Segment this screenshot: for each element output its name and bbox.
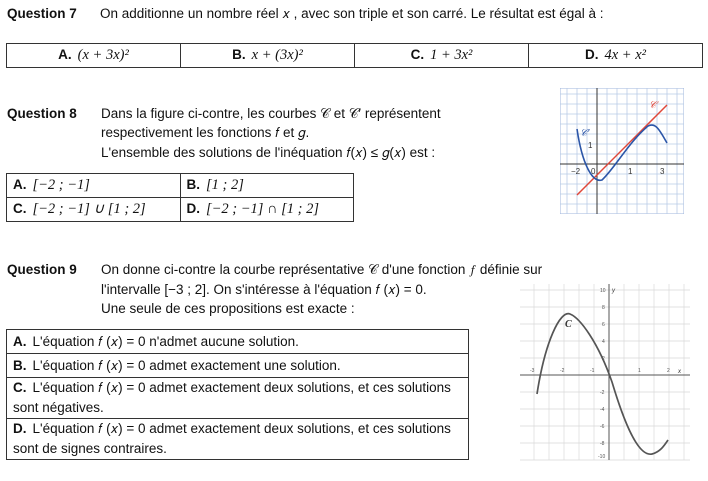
q8-option-d[interactable]: D. [−2 ; −1] ∩ [1 ; 2] (180, 198, 354, 222)
q9-xtick: 1 (638, 368, 641, 374)
q9-ytick: -10 (598, 454, 606, 460)
q9-ytick: -4 (600, 407, 605, 413)
q9-label-c: C (565, 319, 572, 330)
q9-ytick: -2 (600, 390, 605, 396)
q8-option-a[interactable]: A. [−2 ; −1] (7, 174, 181, 198)
q7-option-d[interactable]: D. 4x + x² (529, 44, 703, 68)
q7-option-c[interactable]: C. 1 + 3x² (355, 44, 529, 68)
q9-xtick: 2 (667, 368, 670, 374)
q9-ytick: -6 (600, 424, 605, 430)
q8-tick-neg2: −2 (571, 167, 581, 176)
q7-text: On additionne un nombre réel 𝑥 , avec son triple et son carré. Le résultat est égal à : (100, 6, 604, 21)
q8-tick-y1: 1 (588, 141, 593, 150)
q8-option-b[interactable]: B. [1 ; 2] (180, 174, 354, 198)
q8-answer-table (6, 173, 354, 222)
q9-graph-grid (520, 284, 690, 460)
q9-y-ticks (598, 288, 606, 460)
q7-title: Question 7 (7, 6, 77, 21)
q9-ytick: 6 (602, 322, 605, 328)
q9-y-label: y (612, 288, 615, 294)
q9-line1: On donne ci-contre la courbe représentative 𝒞 d'une fonction 𝑓 définie sur (101, 262, 543, 277)
q9-option-a[interactable]: A. L'équation 𝑓 (𝑥) = 0 n'admet aucune solution. (7, 330, 469, 354)
q8-label-c: 𝒞 (649, 100, 657, 111)
q9-xtick: -1 (590, 368, 595, 374)
q8-line1: Dans la figure ci-contre, les courbes 𝒞 et 𝒞′ représentent (101, 106, 441, 121)
q9-answer-table (6, 329, 469, 460)
q7-option-b[interactable]: B. x + (3x)² (181, 44, 355, 68)
q8-tick-3: 3 (660, 167, 665, 176)
q9-title: Question 9 (7, 262, 77, 277)
q9-ytick: 8 (602, 305, 605, 311)
q9-option-c[interactable]: C. L'équation 𝑓 (𝑥) = 0 admet exactement deux solutions, et ces solutions sont négatives. (7, 378, 469, 419)
q8-line2: respectivement les fonctions 𝑓 et 𝑔. (101, 125, 310, 140)
q9-ytick: 4 (602, 339, 605, 345)
q9-ytick: -8 (600, 441, 605, 447)
q8-option-c[interactable]: C. [−2 ; −1] ∪ [1 ; 2] (7, 198, 181, 222)
q8-graph (560, 88, 684, 214)
q9-option-b[interactable]: B. L'équation 𝑓 (𝑥) = 0 admet exactement une solution. (7, 354, 469, 378)
q8-line3: L'ensemble des solutions de l'inéquation 𝑓(𝑥) ≤ 𝑔(𝑥) est : (101, 145, 436, 160)
q9-xtick: -3 (530, 368, 535, 374)
q7-option-a[interactable]: A. (x + 3x)² (7, 44, 181, 68)
q9-ytick: 2 (602, 356, 605, 362)
q9-graph (520, 282, 690, 462)
q9-line3: Une seule de ces propositions est exacte : (101, 301, 355, 316)
q8-tick-0: 0 (591, 167, 596, 176)
q9-option-d[interactable]: D. L'équation 𝑓 (𝑥) = 0 admet exactement deux solutions, et ces solutions sont de signes contraires. (7, 419, 469, 460)
q9-xtick: -2 (560, 368, 565, 374)
q9-curve-c (537, 314, 668, 455)
q7-answer-table (6, 43, 703, 68)
q8-title: Question 8 (7, 106, 77, 121)
q8-tick-1: 1 (628, 167, 633, 176)
q9-x-label: x (678, 369, 681, 375)
q9-ytick: 10 (600, 288, 606, 294)
q8-label-cprime: 𝒞′ (580, 128, 590, 139)
q9-x-ticks (530, 368, 670, 374)
q9-line2: l'intervalle [−3 ; 2]. On s'intéresse à l'équation 𝑓 (𝑥) = 0. (101, 282, 427, 297)
